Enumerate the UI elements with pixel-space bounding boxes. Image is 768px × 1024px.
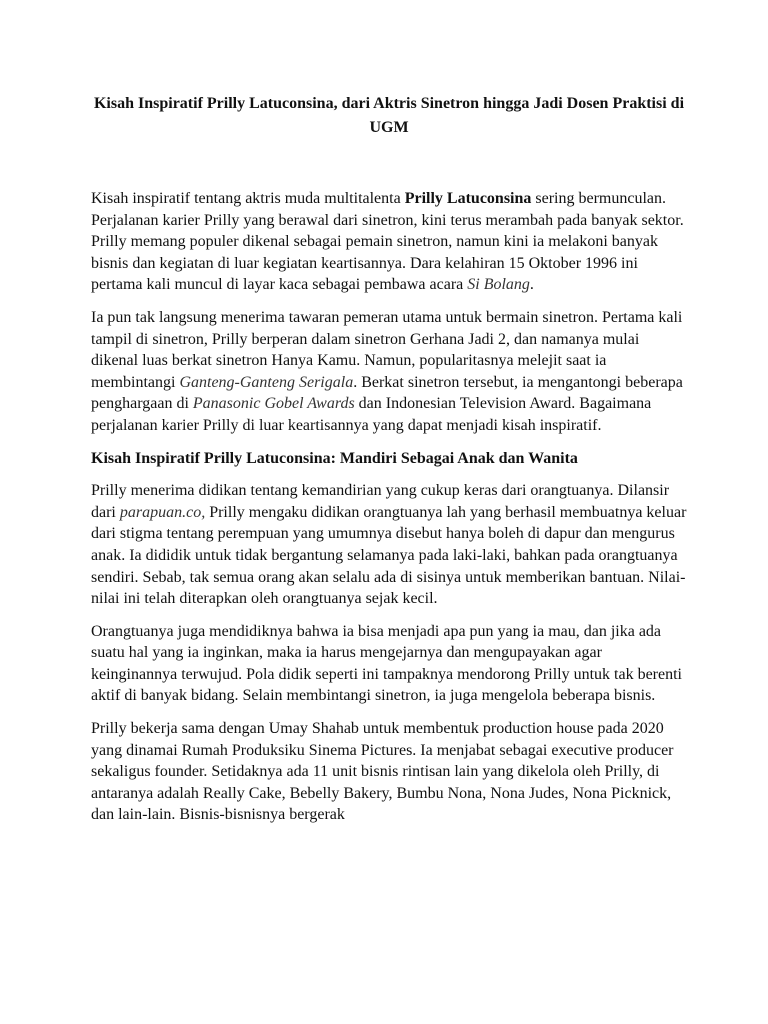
paragraph-text: . (529, 276, 534, 294)
paragraph-text: dan Indonesian Television Award. Bagaimana perjalanan karier Prilly di luar keartisannya yang dapat menjadi kisah inspiratif. (91, 395, 652, 434)
show-title: Ganteng-Ganteng Serigala (179, 373, 354, 391)
person-name: Prilly Latuconsina (404, 190, 532, 207)
paragraph-upbringing (91, 480, 687, 610)
show-title: Si Bolang (467, 276, 530, 294)
paragraph-business: Prilly bekerja sama dengan Umay Shahab untuk membentuk production house pada 2020 yang dinamai Rumah Produksiku Sinema Pictures. Ia menjabat sebagai executive producer sekaligus founder. Setidaknya ada 11 unit bisnis rintisan lain yang dikelola oleh Prilly, di antaranya adalah Really Cake, Bebelly Bakery, Bumbu Nona, Nona Judes, Nona Picknick, dan lain-lain. Bisnis-bisnisnya bergerak (91, 720, 674, 824)
paragraph-text: Ia pun tak langsung menerima tawaran pemeran utama untuk bermain sinetron. Pertama kali tampil di sinetron, Prilly berperan dalam sinetron Gerhana Jadi 2, dan namanya mulai dikenal luas berkat sinetron Hanya Kamu. Namun, popularitasnya melejit saat ia membintangi (91, 308, 683, 391)
paragraph-intro (91, 188, 687, 296)
award-name: Panasonic Gobel Awards (192, 395, 355, 413)
paragraph-parents: Orangtuanya juga mendidiknya bahwa ia bisa menjadi apa pun yang ia mau, dan jika ada suatu hal yang ia inginkan, maka ia harus mengejarnya dan mengupayakan agar keinginannya terwujud. Pola didik seperti ini tampaknya mendorong Prilly untuk tak berenti aktif di banyak bidang. Selain membintangi sinetron, ia juga mengelola beberapa bisnis. (91, 622, 682, 705)
section-heading: Kisah Inspiratif Prilly Latuconsina: Mandiri Sebagai Anak dan Wanita (91, 449, 578, 467)
source-name: parapuan.co, (119, 503, 206, 521)
paragraph-text: sering bermunculan. Perjalanan karier Prilly yang berawal dari sinetron, kini terus merambah pada banyak sektor. Prilly memang populer dikenal sebagai pemain sinetron, namun kini ia melakoni banyak bisnis dan kegiatan di luar kegiatan keartisannya. Dara kelahiran 15 Oktober 1996 ini pertama kali muncul di layar kaca sebagai pembawa acara (91, 190, 684, 294)
paragraph-text: Kisah inspiratif tentang aktris muda multitalenta (91, 190, 405, 207)
paragraph-career (91, 307, 687, 437)
paragraph-text: . Berkat sinetron tersebut, ia mengantongi beberapa penghargaan di (91, 373, 683, 413)
paragraph-text: Prilly menerima didikan tentang kemandirian yang cukup keras dari orangtuanya. Dilansir dari (91, 482, 670, 521)
document-title: Kisah Inspiratif Prilly Latuconsina, dari Aktris Sinetron hingga Jadi Dosen Praktisi di UGM (93, 95, 685, 136)
document-page (91, 92, 687, 837)
paragraph-text: Prilly mengaku didikan orangtuanya lah yang berhasil membuatnya keluar dari stigma tentang perempuan yang umumnya disebut hanya boleh di dapur dan mengurus anak. Ia dididik untuk tidak bergantung selamanya pada laki-laki, bahkan pada orangtuanya sendiri. Sebab, tak semua orang akan selalu ada di sisinya untuk memberikan bantuan. Nilai-nilai ini telah diterapkan oleh orangtuanya sejak kecil. (91, 503, 687, 608)
